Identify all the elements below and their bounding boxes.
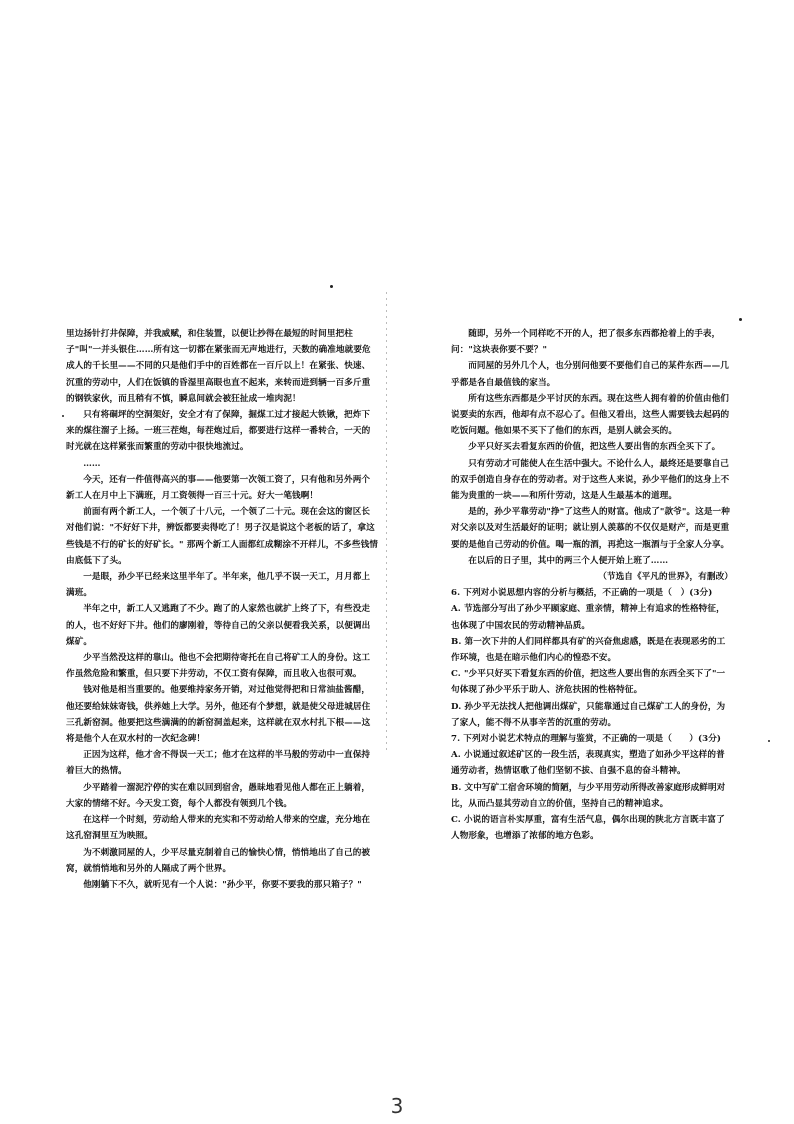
paragraph: 为不刺激同屋的人，少平尽量克制着自己的愉快心情，悄悄地出了自己的被窝，就悄悄地和另外的人隔成了两个世界。 <box>66 847 371 874</box>
paragraph: 少平当然没这样的靠山。他也不会把期待寄托在自己将矿工人的身份。这工作虽然危险和繁重，但只要下井劳动，不仅工资有保障，而且收入也很可观。 <box>66 653 371 680</box>
paragraph: 半年之中，新工人又逃跑了不少。跑了的人家然也就扩上终了下，有些没走的人，也不好好下井。他们的廖刚着，等待自己的父亲以便看我关系，以便调出煤矿。 <box>66 604 371 647</box>
paragraph: 一是眼，孙少平已经来这里半年了。半年来，他几乎不误一天工，月月都上满班。 <box>66 572 371 599</box>
answer-option: C. 小说的语言朴实厚重，富有生活气息，偶尔出现的陕北方言既丰富了人物形象，也增添了浓郁的地方色彩。 <box>451 815 725 842</box>
scan-speck <box>62 415 64 417</box>
paragraph: 所有这些东西都是少平讨厌的东西。现在这些人拥有着的价值由他们说要卖的东西，他却有点不忍心了。但他又看出，这些人需要钱去起码的吃饭问题。他如果不买下了他们的东西，是别人就会买的。 <box>451 393 730 437</box>
answer-option: B. 文中写矿工宿舍环境的简陋，与少平用劳动所得改善家庭形成鲜明对比，从而凸显其劳动自立的价值，坚持自己的精神追求。 <box>451 782 726 809</box>
answer-option: A. 节选部分写出了孙少平顾家庭、重亲情，精神上有追求的性格特征，也体现了中国农民的劳动精神品质。 <box>451 604 725 631</box>
paragraph: 随即，另外一个同样吃不开的人，把了很多东西都抢着上的手表，问："这块表你要不要？" <box>451 329 721 356</box>
scan-speck <box>330 285 333 288</box>
left-column <box>66 326 378 893</box>
paragraph: 在这样一个时刻，劳动给人带来的充实和不劳动给人带来的空虚，充分地在这孔窑洞里互为映照。 <box>66 815 371 842</box>
source-citation: （节选自《平凡的世界》，有删改） <box>598 572 733 583</box>
scan-speck <box>739 318 742 321</box>
paragraph: 正因为这样，他才舍不得误一天工；他才在这样的半马般的劳动中一直保持着巨大的热情。 <box>66 750 371 777</box>
column-divider <box>386 292 387 752</box>
question: 7. 下列对小说艺术特点的理解与鉴赏，不正确的一项是（ ）(3分) <box>451 734 722 745</box>
paragraph: 今天，还有一件值得高兴的事——他要第一次领工资了，只有他和另外两个新工人在月中上下满班，月工资领得一百三十元。好大一笔钱啊！ <box>66 474 371 502</box>
answer-option: D. 孙少平无法找人把他调出煤矿，只能靠通过自己煤矿工人的身份，为了家人，能不得不从事辛苦的沉重的劳动。 <box>451 701 726 728</box>
right-column <box>451 326 733 845</box>
paragraph: 只有将硐坪的空洞架好，安全才有了保障，掘煤工过才接起大铁锹，把炸下来的煤往溜子上扬。一班三茬炮，每茬炮过后，都要进行这样一番转合，一天的时光就在这样紧张而繁重的劳动中很快地流过。 <box>66 410 371 453</box>
paragraph: 里边扬针打井保障，并我威赋，和住装置，以便让抄得在最短的时间里把柱子"叫"一并头银住……所有这一切都在紧张而无声地进行，天数的确准地就要危成人的千长里——不同的只是他们手中的百姓都在一百斤以上！在紧张、快速、沉重的劳动中，人们在饭镇的昏湿里高眼也直不起来，来转而进到辆一百多斤重的钢铁家伙，而且稍有不慎，瞬息间就会被狂扯成一堆肉泥！ <box>66 329 371 404</box>
paragraph: 而同屋的另外几个人，也分别问他要不要他们自己的某件东西——几乎都是各自最值钱的家当。 <box>451 361 730 388</box>
answer-option: A. 小说通过叙述矿区的一段生活，表现真实，塑造了如孙少平这样的普通劳动者，热情讴歌了他们坚韧不拔、自强不息的奋斗精神。 <box>451 750 725 777</box>
paragraph: 前面有两个新工人，一个领了十八元，一个领了二十元。现在会这的窗区长对他们说："不好好下井，辨饭都要卖得吃了！男子汉是说这个老板的话了，拿这些钱是不行的矿长的好矿长。" 那两个新工人面都红成糊涂不开样儿，不多些钱情由底低下了头。 <box>66 507 378 566</box>
scan-speck <box>768 740 770 742</box>
answer-option: C. "少平只好买下看复东西的价值，把这些人要出售的东西全买下了"一句体现了孙少平乐于助人、济危扶困的性格特征。 <box>451 669 726 696</box>
paragraph: 少平只好买去看复东西的价值，把这些人要出售的东西全买下了。 <box>468 442 721 453</box>
paragraph: 他刚躺下不久，就听见有一个人说："孙少平，你要不要我的那只箱子？" <box>83 879 362 890</box>
question: 6. 下列对小说思想内容的分析与概括，不正确的一项是（ ）(3分) <box>451 588 713 599</box>
paragraph: …… <box>83 458 101 469</box>
paragraph: 在以后的日子里，其中的两三个人便开始上班了…… <box>468 555 669 566</box>
paragraph: 是的，孙少平靠劳动"挣"了这些人的财富。他成了"款爷"。这是一种对父亲以及对生活最好的证明；就让别人羡慕的不仅仅是财产，而是更重要的是他自己劳动的价值。喝一瓶的酒，再把这一瓶酒与于全家人分享。 <box>451 507 730 550</box>
answer-option: B. 第一次下井的人们同样都具有矿的兴奋焦虑感，既是在表现恶劣的工作环境，也是在暗示他们内心的惶恐不安。 <box>451 636 726 664</box>
page-number: 3 <box>390 1094 404 1118</box>
paragraph: 钱对他是相当重要的。他要维持家务开销，对过他觉得把和日常油盐酱醋，他还要给妹妹寄钱，供养她上大学。另外，他还有个梦想，就是使父母进城居住三孔新窑洞。他要把这些满满的的新窑洞盖起来，这样就在双水村扎下根——这将是他个人在双水村的一次纪念碑！ <box>66 685 371 745</box>
scan-speck <box>620 538 622 540</box>
paragraph: 只有劳动才可能使人在生活中强大。不论什么人，最终还是要靠自己的双手创造自身存在的劳动者。对于这些人来说，孙少平他们的这身上不能为贵重的一块——和所什劳动，这是人生最基本的道理。 <box>451 458 730 502</box>
paragraph: 少平踏着一溜泥泞停的实在难以回到宿舍，愚昧地看见他人都在正上躺着，大家的情绪不好。今天发工资，每个人都没有领到几个钱。 <box>66 782 371 809</box>
